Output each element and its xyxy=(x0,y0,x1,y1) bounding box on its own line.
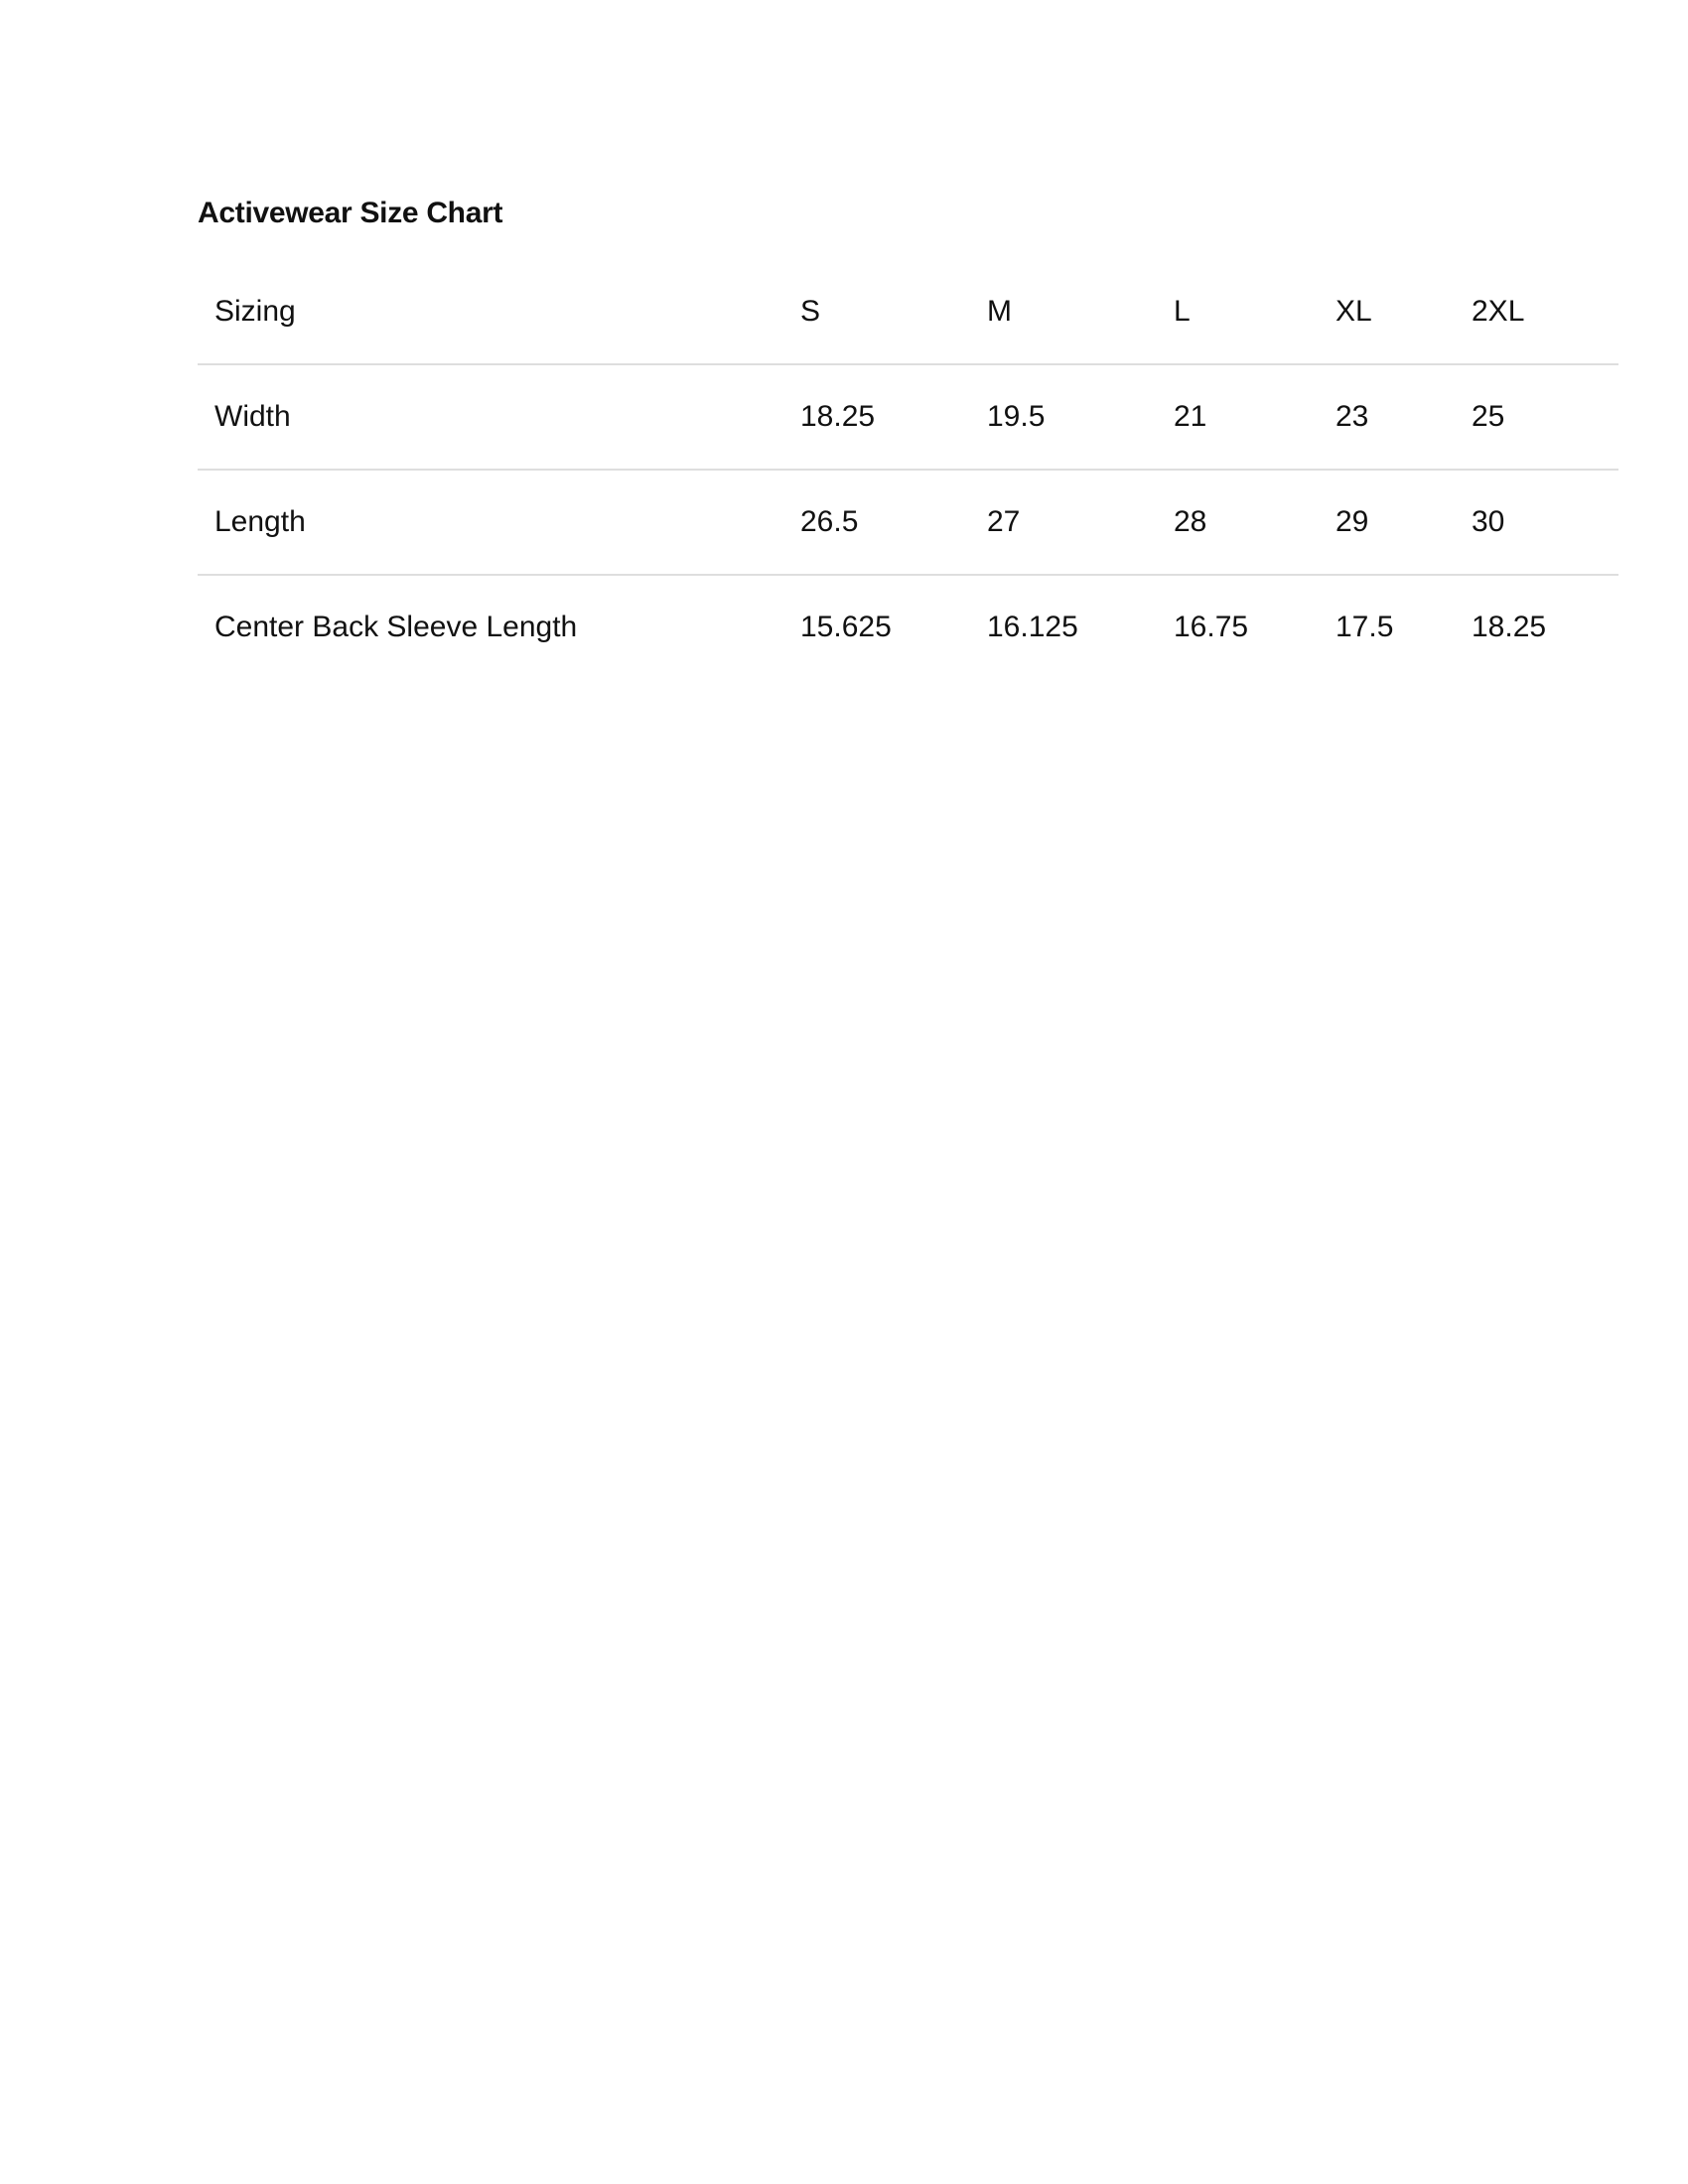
cell-width-m: 19.5 xyxy=(970,364,1157,470)
size-chart-table xyxy=(198,260,1618,679)
cell-length-s: 26.5 xyxy=(783,470,970,575)
cell-length-2xl: 30 xyxy=(1455,470,1618,575)
cell-length-xl: 29 xyxy=(1319,470,1455,575)
header-cell-xl: XL xyxy=(1336,295,1372,328)
header-cell-sizing: Sizing xyxy=(214,295,296,328)
table-row-length xyxy=(198,470,1618,575)
cell-sleeve-s: 15.625 xyxy=(783,575,970,679)
cell-length-m: 27 xyxy=(970,470,1157,575)
table-row-center-back-sleeve-length xyxy=(198,575,1618,679)
header-cell-2xl: 2XL xyxy=(1472,295,1525,328)
header-cell-m: M xyxy=(987,295,1012,328)
cell-width-xl: 23 xyxy=(1319,364,1455,470)
header-cell-l: L xyxy=(1174,295,1191,328)
cell-length-l: 28 xyxy=(1157,470,1319,575)
cell-width-s: 18.25 xyxy=(783,364,970,470)
cell-sleeve-2xl: 18.25 xyxy=(1455,575,1618,679)
cell-sleeve-m: 16.125 xyxy=(970,575,1157,679)
row-label-center-back-sleeve-length: Center Back Sleeve Length xyxy=(198,575,783,679)
row-label-width: Width xyxy=(198,364,783,470)
table-header-row xyxy=(198,260,1618,364)
page-title: Activewear Size Chart xyxy=(198,197,503,229)
cell-sleeve-l: 16.75 xyxy=(1157,575,1319,679)
cell-sleeve-xl: 17.5 xyxy=(1319,575,1455,679)
header-cell-s: S xyxy=(800,295,821,328)
row-label-length: Length xyxy=(198,470,783,575)
cell-width-2xl: 25 xyxy=(1455,364,1618,470)
table-row-width xyxy=(198,364,1618,470)
cell-width-l: 21 xyxy=(1157,364,1319,470)
